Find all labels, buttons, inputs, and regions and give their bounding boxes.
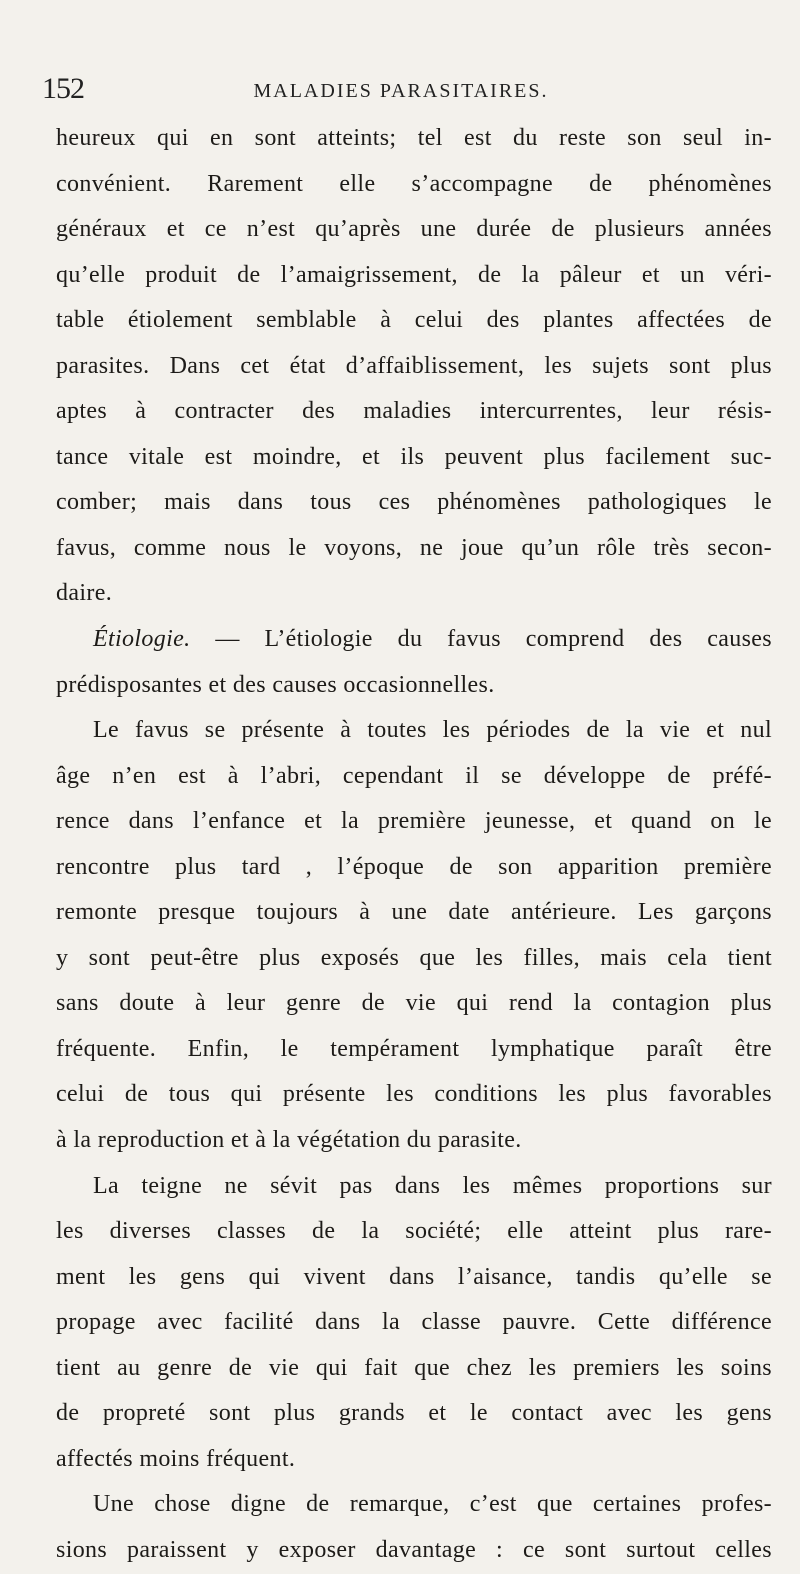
text-line (56, 981, 772, 1027)
page-header (42, 72, 760, 112)
text-line (56, 799, 772, 845)
text-line (56, 1164, 772, 1210)
line-text: daire. (56, 580, 113, 607)
line-text: de propreté sont plus grands et le contact avec les gens (56, 1400, 772, 1427)
line-text: Le favus se présente à toutes les périodes de la vie et nul (93, 717, 772, 744)
text-line (56, 1482, 772, 1528)
section-heading: Étiologie. (93, 626, 191, 653)
line-text: parasites. Dans cet état d’affaiblissement, les sujets sont plus (56, 352, 772, 379)
line-text: âge n’en est à l’abri, cependant il se développe de préfé- (56, 762, 772, 789)
line-text: rence dans l’enfance et la première jeunesse, et quand on le (56, 808, 772, 835)
text-line (56, 617, 772, 663)
text-line (56, 162, 772, 208)
page-number: 152 (42, 72, 84, 105)
line-text: ment les gens qui vivent dans l’aisance, tandis qu’elle se (56, 1263, 772, 1290)
line-text: fréquente. Enfin, le tempérament lymphatique paraît être (56, 1035, 772, 1062)
text-line (56, 344, 772, 390)
line-text: La teigne ne sévit pas dans les mêmes proportions sur (93, 1172, 772, 1199)
line-text: tance vitale est moindre, et ils peuvent plus facilement suc- (56, 443, 772, 470)
text-line (56, 754, 772, 800)
text-line (56, 845, 772, 891)
text-line (56, 1027, 772, 1073)
line-text: heureux qui en sont atteints; tel est du reste son seul in- (56, 125, 772, 151)
text-line (56, 936, 772, 982)
text-line (56, 480, 772, 526)
line-text: Une chose digne de remarque, c’est que certaines profes- (93, 1491, 772, 1518)
line-text: celui de tous qui présente les conditions les plus favorables (56, 1081, 772, 1108)
line-text: table étiolement semblable à celui des plantes affectées de (56, 307, 772, 334)
text-line (56, 1528, 772, 1574)
text-line (56, 1391, 772, 1437)
text-line (56, 1437, 772, 1483)
text-line (56, 253, 772, 299)
line-text: aptes à contracter des maladies intercurrentes, leur résis- (56, 398, 772, 425)
text-line (56, 1346, 772, 1392)
text-line (56, 1255, 772, 1301)
text-line (56, 663, 772, 709)
text-line (56, 1209, 772, 1255)
line-text: comber; mais dans tous ces phénomènes pathologiques le (56, 489, 772, 516)
text-line (56, 298, 772, 344)
body-text (56, 116, 772, 1574)
line-text: favus, comme nous le voyons, ne joue qu’un rôle très secon- (56, 534, 772, 561)
line-text: y sont peut-être plus exposés que les filles, mais cela tient (56, 944, 772, 971)
line-text: sions paraissent y exposer davantage : ce sont surtout celles (56, 1536, 772, 1563)
line-text: prédisposantes et des causes occasionnelles. (56, 671, 495, 698)
line-text: — L’étiologie du favus comprend des causes (190, 626, 772, 653)
line-text: tient au genre de vie qui fait que chez les premiers les soins (56, 1354, 772, 1381)
text-line (56, 708, 772, 754)
text-line (56, 116, 772, 162)
line-text: sans doute à leur genre de vie qui rend la contagion plus (56, 990, 772, 1017)
text-line (56, 526, 772, 572)
line-text: qu’elle produit de l’amaigrissement, de la pâleur et un véri- (56, 261, 772, 288)
text-line (56, 1072, 772, 1118)
text-line (56, 207, 772, 253)
text-line (56, 435, 772, 481)
text-line (56, 1118, 772, 1164)
line-text: convénient. Rarement elle s’accompagne de phénomènes (56, 170, 772, 197)
text-line (56, 1300, 772, 1346)
line-text: propage avec facilité dans la classe pauvre. Cette différence (56, 1309, 772, 1336)
text-line (56, 389, 772, 435)
text-line (56, 890, 772, 936)
line-text: les diverses classes de la société; elle atteint plus rare- (56, 1218, 772, 1245)
line-text: à la reproduction et à la végétation du parasite. (56, 1127, 522, 1154)
line-text: rencontre plus tard , l’époque de son apparition première (56, 853, 772, 880)
line-text: affectés moins fréquent. (56, 1445, 296, 1472)
line-text: généraux et ce n’est qu’après une durée de plusieurs années (56, 216, 772, 243)
text-line (56, 571, 772, 617)
line-text: remonte presque toujours à une date antérieure. Les garçons (56, 899, 772, 926)
running-head: MALADIES PARASITAIRES. (253, 80, 549, 102)
